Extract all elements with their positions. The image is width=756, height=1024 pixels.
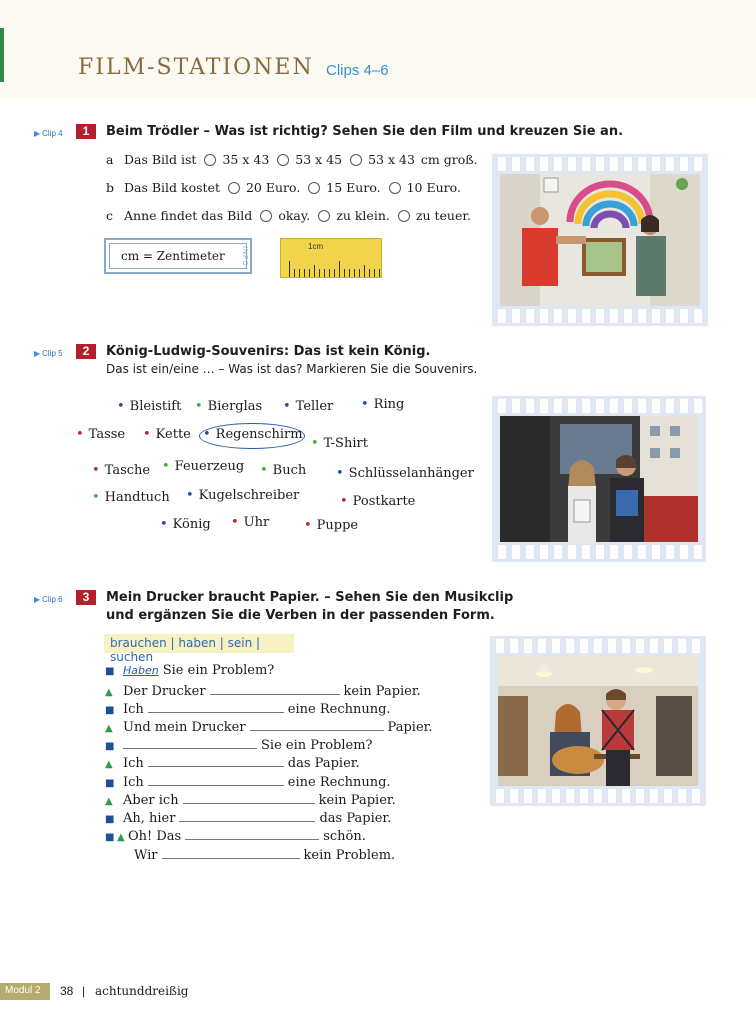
info-box: cm = Zentimeter INFO (104, 238, 252, 274)
triangle-marker-icon: ▲ (105, 687, 113, 698)
fill-blank[interactable] (148, 700, 284, 713)
souvenir-word[interactable]: • Tasse (76, 427, 126, 442)
souvenir-word[interactable]: • Feuerzeug (162, 459, 245, 474)
dialog-line: ▲ Ich das Papier. (105, 756, 360, 771)
souvenir-word[interactable]: • Buch (260, 463, 307, 478)
fill-blank[interactable] (123, 736, 257, 749)
play-icon: ▶ (34, 129, 41, 138)
film-still-clip-4 (492, 154, 708, 326)
souvenir-word[interactable]: • T-Shirt (311, 436, 368, 451)
dialog-line: ▲ Der Drucker kein Papier. (105, 684, 421, 699)
square-marker-icon: ■ (105, 666, 115, 677)
ruler-tick (379, 269, 380, 277)
sample-answer: Haben (123, 664, 159, 677)
souvenir-word[interactable]: • Tasche (92, 463, 151, 478)
ruler-tick (314, 265, 315, 277)
ruler-tick (339, 261, 340, 277)
radio-option[interactable] (318, 210, 330, 222)
ruler-tick (324, 269, 325, 277)
souvenir-word[interactable]: • Puppe (304, 518, 359, 533)
radio-option[interactable] (389, 182, 401, 194)
exercise-number: 2 (76, 344, 96, 359)
header-band (0, 0, 756, 98)
ruler-tick (334, 269, 335, 277)
ruler-tick (359, 269, 360, 277)
exercise-heading: Mein Drucker braucht Papier. – Sehen Sie den Musikclip (106, 590, 514, 605)
ruler-tick (374, 269, 375, 277)
radio-option[interactable] (398, 210, 410, 222)
dialog-line: ■ Ich eine Rechnung. (105, 775, 391, 790)
dialog-line: ▲ Und mein Drucker Papier. (105, 720, 433, 735)
square-marker-icon: ■ (105, 705, 115, 716)
ruler-tick (294, 269, 295, 277)
ruler-tick (289, 261, 290, 277)
ruler-image: 1cm (280, 238, 382, 278)
souvenir-word[interactable]: • Regenschirm (203, 427, 303, 442)
ruler-tick (354, 269, 355, 277)
souvenir-word[interactable]: • Kugelschreiber (186, 488, 300, 503)
verb-box: brauchen | haben | sein | suchen (104, 634, 294, 653)
dialog-line: ▲ Aber ich kein Papier. (105, 793, 396, 808)
module-tag: Modul 2 (0, 983, 50, 1000)
dialog-line: ■ Sie ein Problem? (105, 738, 373, 753)
souvenir-word[interactable]: • Bierglas (195, 399, 263, 414)
fill-blank[interactable] (210, 682, 340, 695)
ruler-tick (364, 265, 365, 277)
ruler-tick (319, 269, 320, 277)
fill-blank[interactable] (148, 773, 284, 786)
radio-option[interactable] (228, 182, 240, 194)
clip-label-5: ▶ Clip 5 (34, 349, 63, 358)
page-title: FILM-STATIONEN (78, 55, 314, 80)
square-marker-icon: ■ (105, 832, 115, 843)
square-marker-icon: ■ (105, 778, 115, 789)
ruler-tick (299, 269, 300, 277)
dialog-line: ■ Haben Sie ein Problem? (105, 663, 275, 678)
fill-blank[interactable] (250, 718, 384, 731)
question-c: c Anne findet das Bild okay. zu klein. zu teuer. (106, 208, 471, 223)
souvenir-word[interactable]: • Handtuch (92, 490, 170, 505)
page-number-word: achtunddreißig (95, 984, 189, 998)
film-still-clip-5 (492, 396, 706, 562)
souvenir-word[interactable]: • König (160, 517, 211, 532)
play-icon: ▶ (34, 349, 41, 358)
souvenir-word[interactable]: • Ring (361, 397, 405, 412)
radio-option[interactable] (277, 154, 289, 166)
triangle-marker-icon: ▲ (117, 832, 125, 843)
ruler-tick (349, 269, 350, 277)
exercise-number: 3 (76, 590, 96, 605)
souvenir-word[interactable]: • Teller (283, 399, 334, 414)
dialog-line: Wir kein Problem. (134, 848, 396, 863)
fill-blank[interactable] (185, 827, 319, 840)
header-accent-bar (0, 28, 4, 82)
exercise-number: 1 (76, 124, 96, 139)
page-number: 38 (60, 984, 74, 998)
square-marker-icon: ■ (105, 814, 115, 825)
exercise-heading-line2: und ergänzen Sie die Verben in der passenden Form. (106, 608, 495, 623)
page-separator: | (82, 984, 86, 998)
triangle-marker-icon: ▲ (105, 759, 113, 770)
souvenir-word[interactable]: • Uhr (231, 515, 270, 530)
radio-option[interactable] (204, 154, 216, 166)
fill-blank[interactable] (179, 809, 315, 822)
triangle-marker-icon: ▲ (105, 723, 113, 734)
clip-label-6: ▶ Clip 6 (34, 595, 63, 604)
souvenir-word[interactable]: • Postkarte (340, 494, 416, 509)
ruler-tick (304, 269, 305, 277)
dialog-line: ■ Ah, hier das Papier. (105, 811, 392, 826)
question-b: b Das Bild kostet 20 Euro. 15 Euro. 10 Euro. (106, 180, 461, 195)
photo-flea-market (500, 174, 700, 306)
question-a: a Das Bild ist 35 x 43 53 x 45 53 x 43 cm groß. (106, 152, 478, 167)
souvenir-word[interactable]: • Bleistift (117, 399, 182, 414)
ruler-tick (344, 269, 345, 277)
ruler-tick (309, 269, 310, 277)
fill-blank[interactable] (148, 754, 284, 767)
exercise-heading: König-Ludwig-Souvenirs: Das ist kein König. (106, 344, 431, 359)
ruler-tick (369, 269, 370, 277)
play-icon: ▶ (34, 595, 41, 604)
exercise-heading: Beim Trödler – Was ist richtig? Sehen Sie den Film und kreuzen Sie an. (106, 124, 624, 139)
photo-souvenir-shop (500, 416, 698, 542)
fill-blank[interactable] (162, 846, 300, 859)
fill-blank[interactable] (183, 791, 315, 804)
souvenir-word[interactable]: • Kette (143, 427, 191, 442)
film-still-clip-6 (490, 636, 706, 806)
radio-option[interactable] (308, 182, 320, 194)
page-subtitle: Clips 4–6 (326, 62, 389, 79)
dialog-line: ■ ▲ Oh! Das schön. (105, 829, 366, 844)
dialog-line: ■ Ich eine Rechnung. (105, 702, 391, 717)
triangle-marker-icon: ▲ (105, 796, 113, 807)
radio-option[interactable] (260, 210, 272, 222)
exercise-instruction: Das ist ein/eine … – Was ist das? Markieren Sie die Souvenirs. (106, 362, 478, 376)
photo-music-clip (498, 656, 698, 786)
radio-option[interactable] (350, 154, 362, 166)
ruler-tick (329, 269, 330, 277)
souvenir-word[interactable]: • Schlüsselanhänger (336, 466, 474, 481)
square-marker-icon: ■ (105, 741, 115, 752)
clip-label-4: ▶ Clip 4 (34, 129, 63, 138)
